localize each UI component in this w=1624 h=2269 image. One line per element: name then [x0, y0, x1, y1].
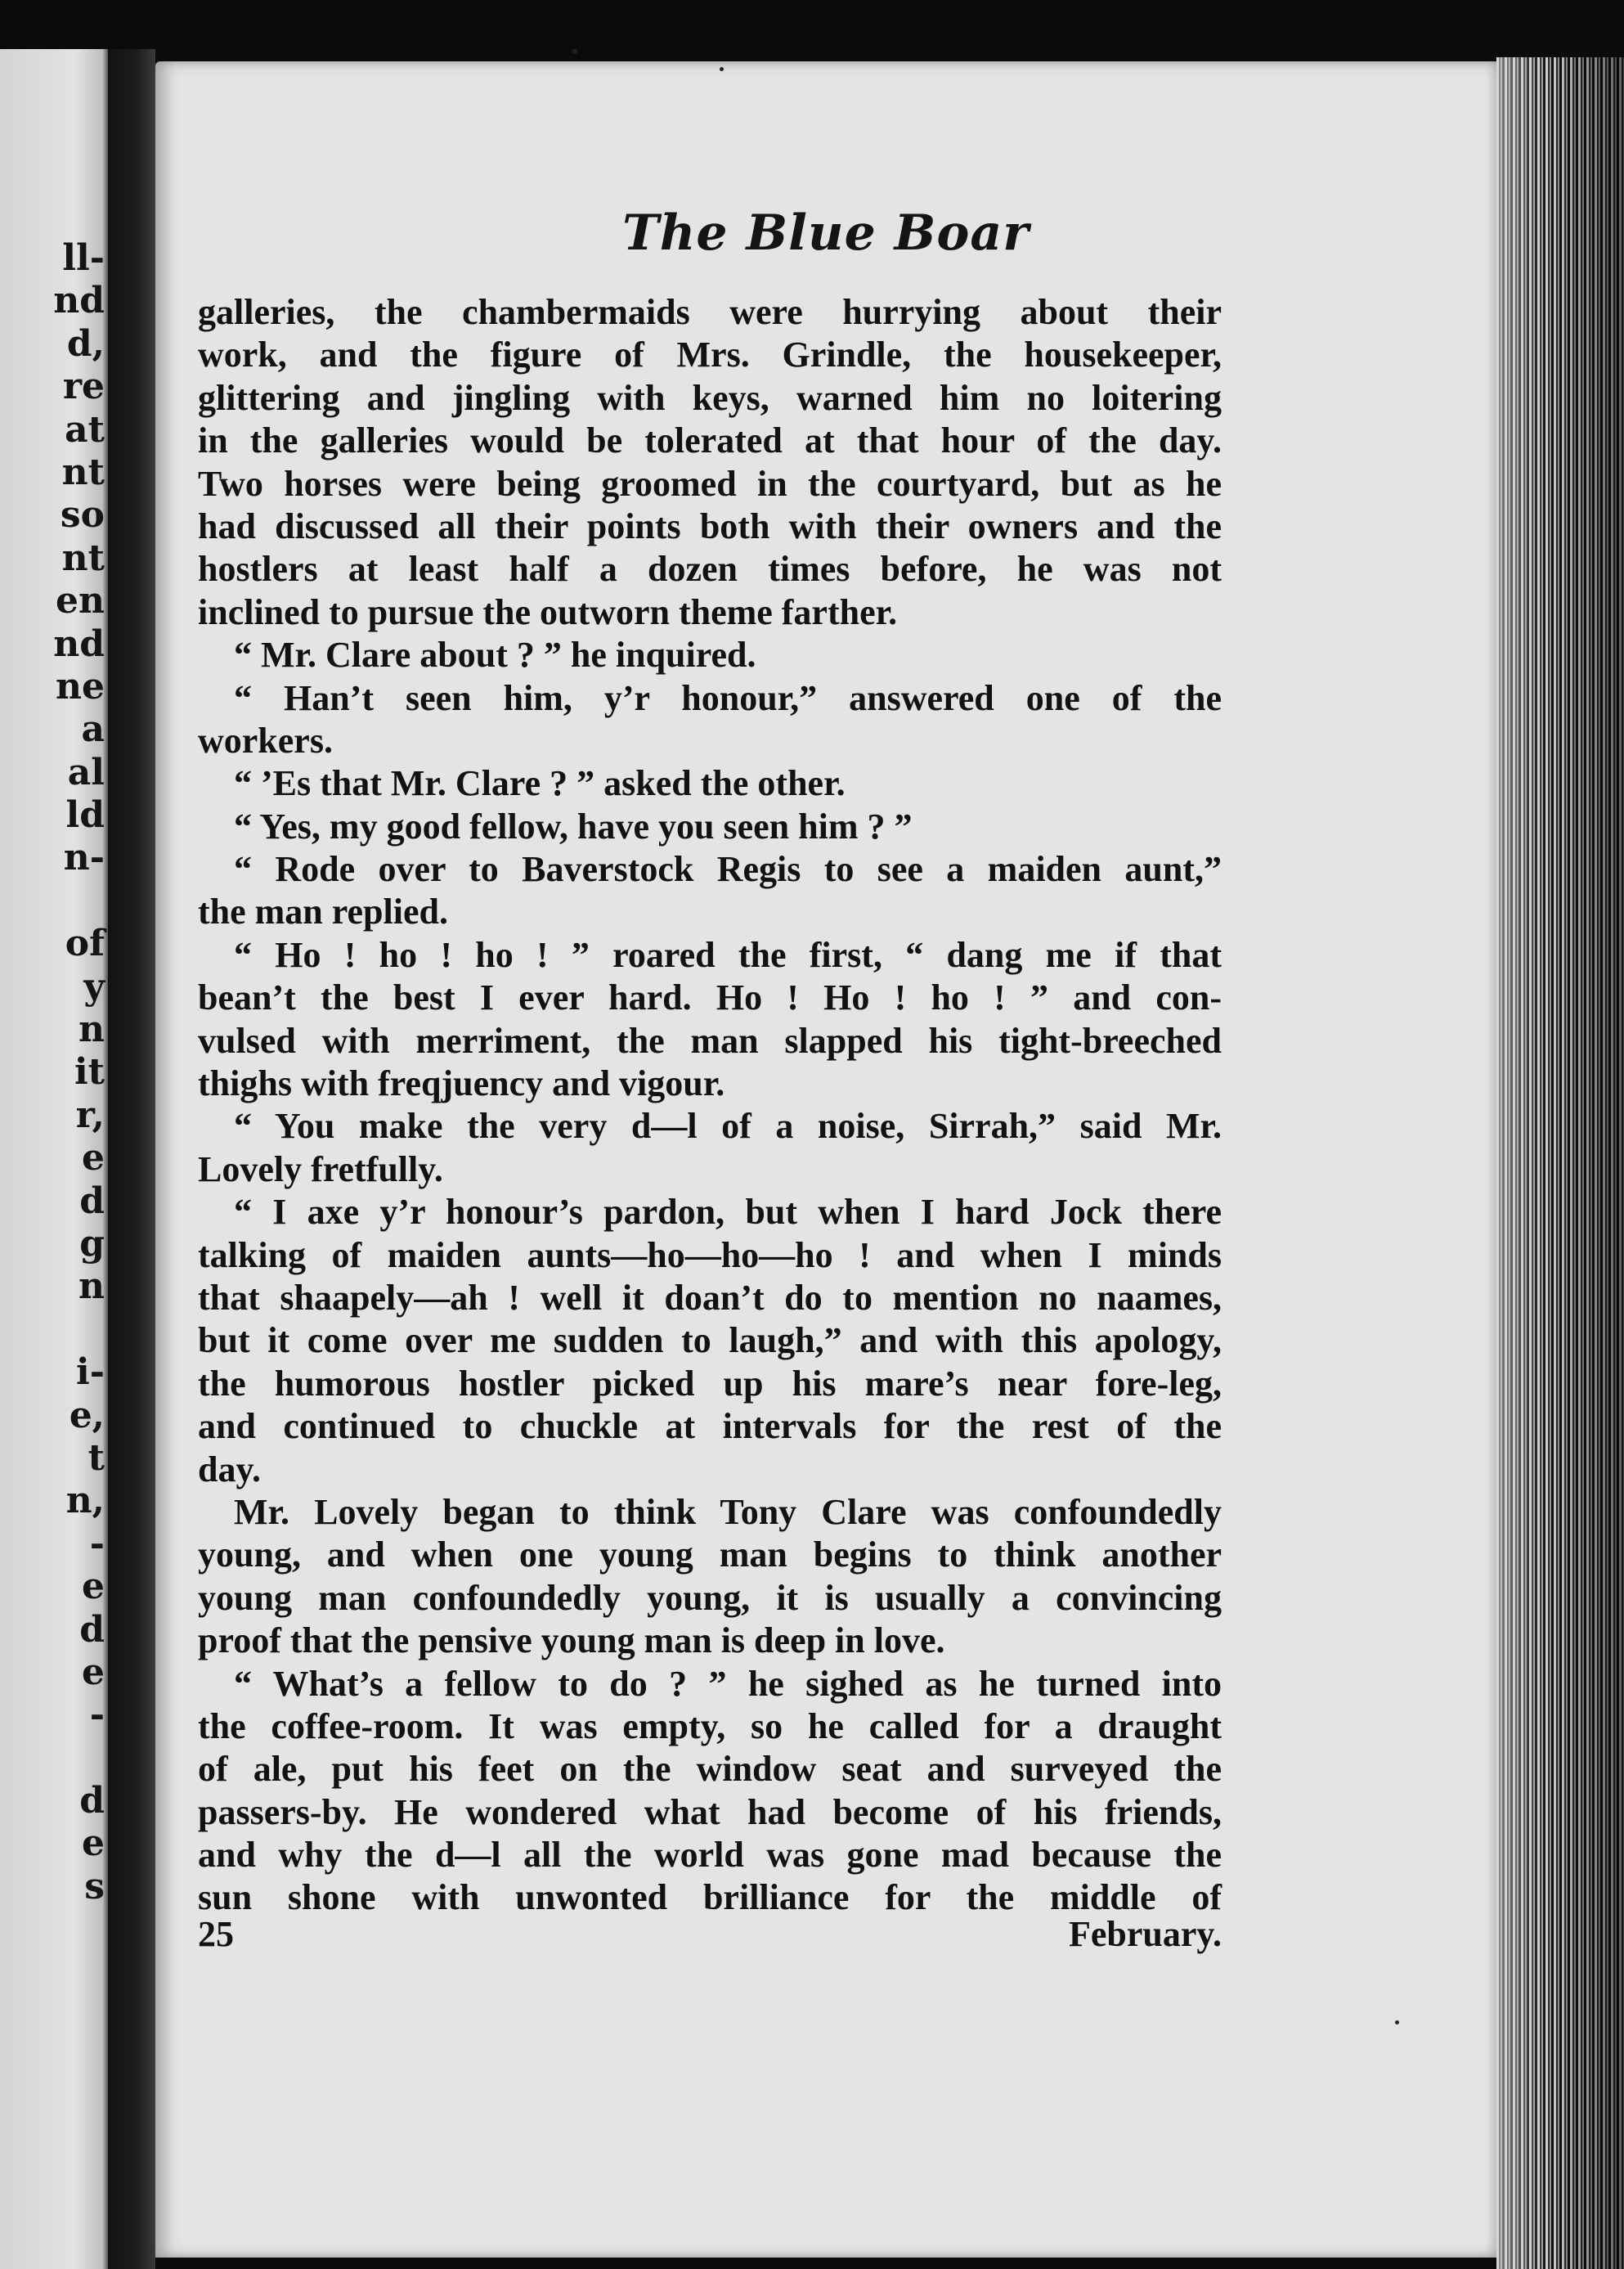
left-fragment: s — [84, 1865, 105, 1907]
text-line: passers-by. He wondered what had become of his friends, — [198, 1791, 1222, 1832]
left-fragment — [7, 1309, 105, 1351]
text-line: “ Han’t seen him, y’r honour,” answered one of the — [234, 677, 1222, 718]
left-fragment: d — [79, 1179, 105, 1222]
left-fragment: n — [79, 1009, 105, 1051]
text-line: had discussed all their points both with their owners and the — [198, 505, 1222, 546]
text-line: “ Rode over to Baverstock Regis to see a maiden aunt,” — [234, 849, 1222, 890]
left-fragment: - — [89, 1522, 105, 1565]
left-fragment: en — [56, 580, 105, 622]
left-fragment: d — [79, 1608, 105, 1651]
left-fragment: g — [79, 1222, 105, 1265]
body-text — [198, 291, 1222, 1920]
left-fragment: re — [62, 366, 105, 408]
text-line: in the galleries would be tolerated at that hour of the day. — [198, 420, 1222, 461]
text-line: young, and when one young man begins to think another — [198, 1534, 1222, 1575]
text-line: but it come over me sudden to laugh,” and with this apology, — [198, 1320, 1222, 1361]
left-fragment: i- — [76, 1351, 105, 1394]
left-fragment — [7, 1737, 105, 1780]
left-fragment: a — [81, 708, 105, 751]
left-fragment: so — [60, 494, 105, 537]
dust-speck — [572, 49, 577, 54]
left-fragment: nd — [53, 280, 105, 322]
left-fragment: n — [79, 1265, 105, 1308]
left-fragment: al — [67, 751, 105, 793]
page-footer — [198, 1913, 1222, 1962]
text-line: day. — [198, 1449, 262, 1489]
left-fragment: e — [82, 1822, 105, 1865]
left-fragment: n, — [65, 1480, 105, 1522]
left-fragment: d, — [66, 322, 105, 365]
running-head: The Blue Boar — [622, 204, 1030, 262]
left-fragment: nt — [61, 537, 105, 579]
left-fragment: y — [83, 965, 105, 1008]
left-fragment: e — [82, 1566, 105, 1608]
left-fragment: d — [79, 1780, 105, 1822]
text-line: young man confoundedly young, it is usually a convincing — [198, 1577, 1222, 1618]
left-fragment: ld — [65, 794, 105, 837]
text-line: “ I axe y’r honour’s pardon, but when I hard Jock there — [234, 1192, 1222, 1233]
text-line: the coffee-room. It was empty, so he called for a draught — [198, 1705, 1222, 1746]
left-fragment: of — [65, 923, 105, 965]
text-line: Mr. Lovely began to think Tony Clare was confoundedly — [234, 1491, 1222, 1532]
text-line: thighs with freqjuency and vigour. — [198, 1063, 725, 1104]
text-line: work, and the figure of Mrs. Grindle, the housekeeper, — [198, 335, 1222, 375]
left-fragment: it — [74, 1051, 105, 1094]
text-line: “ Mr. Clare about ? ” he inquired. — [234, 635, 756, 676]
text-line: that shaapely—ah ! well it doan’t do to mention no naames, — [198, 1277, 1222, 1318]
text-line: the man replied. — [198, 892, 448, 932]
page-number: 25 — [198, 1914, 234, 1954]
text-line: Two horses were being groomed in the courtyard, but as he — [198, 463, 1222, 504]
text-line: inclined to pursue the outworn theme farther. — [198, 591, 898, 632]
text-line: sun shone with unwonted brilliance for the middle of — [198, 1877, 1222, 1918]
left-fragment: e — [82, 1137, 105, 1179]
text-line: of ale, put his feet on the window seat and surveyed the — [198, 1749, 1222, 1790]
left-fragment: nt — [61, 451, 105, 493]
text-line: talking of maiden aunts—ho—ho—ho ! and when I minds — [198, 1234, 1222, 1275]
text-line: and why the d—l all the world was gone mad because the — [198, 1835, 1222, 1876]
left-facing-page — [0, 49, 108, 2269]
text-line: vulsed with merriment, the man slapped his tight-breeched — [198, 1020, 1222, 1061]
text-line: “ Ho ! ho ! ho ! ” roared the first, “ dang me if that — [234, 934, 1222, 975]
text-line: and continued to chuckle at intervals for the rest of the — [198, 1406, 1222, 1447]
left-fragment: t — [87, 1436, 105, 1479]
left-page-text-fragments — [7, 237, 105, 1908]
left-fragment — [7, 880, 105, 923]
text-line: “ What’s a fellow to do ? ” he sighed as he turned into — [234, 1663, 1222, 1704]
left-fragment: e, — [69, 1394, 105, 1436]
left-fragment: nd — [53, 622, 105, 665]
left-fragment: n- — [63, 837, 105, 879]
text-line: Lovely fretfully. — [198, 1148, 443, 1189]
text-line: “ You make the very d—l of a noise, Sirrah,” said Mr. — [234, 1106, 1222, 1147]
dust-speck — [720, 67, 724, 71]
left-fragment: at — [65, 408, 105, 451]
text-line: workers. — [198, 720, 333, 761]
text-line: “ ’Es that Mr. Clare ? ” asked the other. — [234, 763, 846, 804]
left-fragment: e — [82, 1651, 105, 1693]
catchword: February. — [1069, 1914, 1222, 1954]
text-line: the humorous hostler picked up his mare’s near fore-leg, — [198, 1363, 1222, 1404]
text-line: galleries, the chambermaids were hurrying about their — [198, 292, 1222, 332]
text-line: proof that the pensive young man is deep in love. — [198, 1620, 945, 1661]
left-fragment: - — [89, 1694, 105, 1737]
book-gutter — [108, 49, 155, 2269]
left-fragment: ll- — [62, 237, 105, 279]
dust-speck — [1395, 2020, 1399, 2024]
text-line: glittering and jingling with keys, warned him no loitering — [198, 377, 1222, 418]
text-line: hostlers at least half a dozen times before, he was not — [198, 549, 1222, 590]
page-edge-shadow — [1496, 57, 1624, 2269]
left-fragment: r, — [75, 1094, 105, 1136]
text-line: bean’t the best I ever hard. Ho ! Ho ! ho ! ” and con- — [198, 977, 1222, 1018]
text-line: “ Yes, my good fellow, have you seen him ? ” — [234, 806, 913, 847]
left-fragment: ne — [56, 665, 105, 708]
